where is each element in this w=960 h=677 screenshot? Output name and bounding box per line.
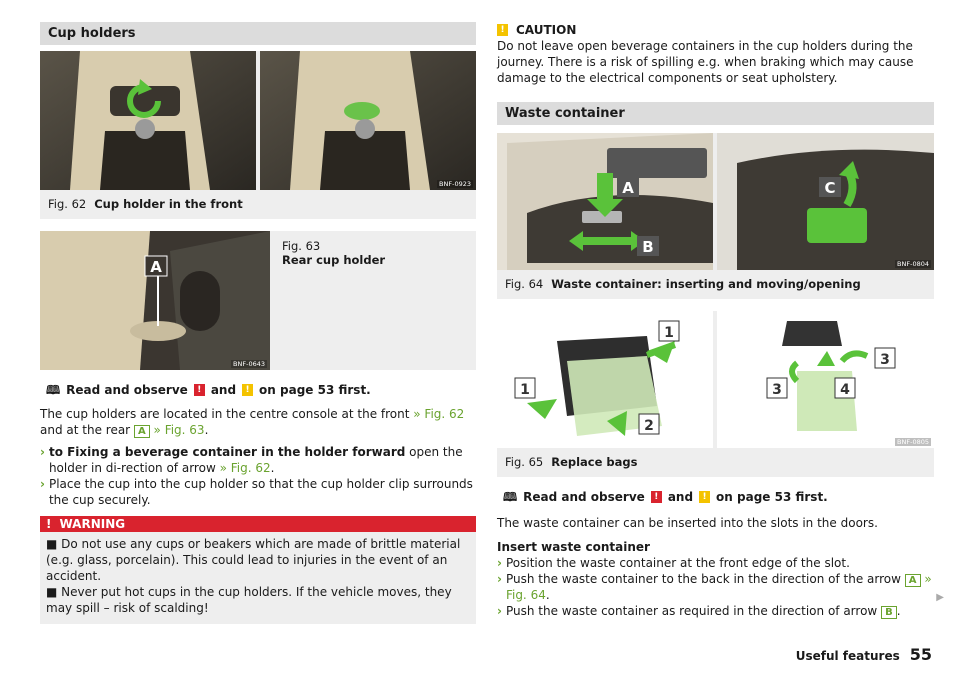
- step-push-back: [497, 571, 934, 603]
- key-b: B: [881, 606, 897, 619]
- chevron-right-icon: ›: [497, 556, 502, 570]
- fig65-marker-1a: 1: [664, 325, 674, 341]
- section-title-waste: Waste container: [497, 102, 934, 125]
- fig65-marker-3b: 3: [772, 382, 782, 398]
- step-fixing: [40, 444, 476, 476]
- warning-box: [40, 516, 476, 624]
- warning-item: ■ Do not use any cups or beakers which are made of brittle material (e.g. glass, porcelain). This could lead to injuries in the event of an accident.: [46, 537, 461, 583]
- chevron-right-icon: ›: [497, 572, 502, 586]
- body1-t2: and at the rear: [40, 423, 131, 437]
- fig64-label: Fig. 64: [505, 277, 544, 291]
- link-fig62-step[interactable]: » Fig. 62: [219, 461, 271, 475]
- link-fig63[interactable]: » Fig. 63: [153, 423, 205, 437]
- read-prefix: Read and observe: [523, 490, 645, 504]
- fig62-caption: [40, 190, 476, 219]
- fig63-image: [40, 231, 270, 370]
- chevron-right-icon: ›: [40, 477, 45, 491]
- fig65-title: Replace bags: [551, 455, 638, 469]
- fig65-marker-3a: 3: [880, 352, 890, 368]
- caution-icon: !: [497, 24, 508, 36]
- read-observe-right: [503, 489, 934, 505]
- fig63-illustration: [40, 231, 270, 370]
- fig65-illustration: [497, 311, 934, 448]
- fig65-marker-2: 2: [644, 418, 654, 434]
- step3-end: .: [896, 604, 901, 618]
- fig65-label: Fig. 65: [505, 455, 544, 469]
- warning-icon: !: [46, 517, 52, 531]
- warning-body: [40, 532, 476, 624]
- continue-arrow-icon: ▶: [936, 592, 944, 603]
- fig64-image: [497, 133, 934, 270]
- step-fixing-text: [49, 444, 476, 476]
- warning-item: ■ Never put hot cups in the cup holders. If the vehicle moves, they may spill – risk of scalding!: [46, 585, 452, 615]
- fig64-marker-b: B: [642, 238, 654, 256]
- step3-text: Push the waste container as required in the direction of arrow: [505, 604, 878, 618]
- fig64-caption: [497, 270, 934, 299]
- warning-header: [40, 516, 476, 532]
- key-a: A: [134, 425, 150, 438]
- right-column: [497, 22, 934, 619]
- figure-64: [497, 133, 934, 299]
- insert-title: Insert waste container: [497, 540, 650, 554]
- step1-rest: open the holder in di-rection of arrow: [48, 445, 463, 475]
- fig64-marker-a: A: [622, 179, 634, 197]
- fig63-code: BNF-0643: [233, 360, 265, 368]
- key-a: A: [905, 574, 921, 587]
- fig65-caption: [497, 448, 934, 477]
- step-place-cup: [40, 476, 476, 508]
- figure-62: [40, 51, 476, 219]
- read-and: and: [210, 383, 237, 397]
- step-push-required: [497, 603, 934, 619]
- step2-text: Place the cup into the cup holder so that the cup holder clip surrounds the cup securely.: [48, 477, 473, 507]
- fig62-image: [40, 51, 476, 190]
- read-suffix: on page 53 first.: [716, 490, 828, 504]
- fig63-marker-a: A: [150, 258, 162, 276]
- figure-63: [40, 231, 476, 370]
- read-prefix: Read and observe: [66, 383, 188, 397]
- caution-header: [497, 22, 934, 38]
- fig62-label: Fig. 62: [48, 197, 87, 211]
- fig65-marker-1b: 1: [520, 382, 530, 398]
- read-observe-left: [46, 382, 476, 398]
- fig65-image: [497, 311, 934, 448]
- link-fig62[interactable]: » Fig. 62: [413, 407, 465, 421]
- chevron-right-icon: ›: [40, 445, 45, 459]
- book-icon: 🕮: [46, 383, 61, 397]
- page-number: 55: [909, 645, 932, 664]
- fig63-caption: [282, 239, 385, 267]
- body-cup-holders: [40, 406, 476, 438]
- body1-t3: .: [204, 423, 209, 437]
- step1-bold: to Fixing a beverage container in the holder forward: [48, 445, 406, 459]
- book-icon: 🕮: [503, 490, 518, 504]
- warning-title: WARNING: [59, 517, 126, 531]
- caution-title: CAUTION: [516, 23, 577, 37]
- caution-icon: !: [699, 491, 710, 503]
- body-waste: The waste container can be inserted into the slots in the doors.: [497, 516, 878, 530]
- read-and: and: [667, 490, 694, 504]
- fig64-code: BNF-0804: [897, 260, 929, 268]
- warning-item-1: Never put hot cups in the cup holders. If the vehicle moves, they may spill – risk of scalding!: [46, 585, 452, 615]
- warning-icon: !: [651, 491, 662, 503]
- chevron-right-icon: ›: [497, 604, 502, 618]
- step2-text: Push the waste container to the back in the direction of the arrow: [505, 572, 901, 586]
- warning-icon: !: [194, 384, 205, 396]
- fig62-illustration: [40, 51, 476, 190]
- fig64-marker-c: C: [824, 179, 836, 197]
- step1-end: .: [270, 461, 275, 475]
- fig62-code: BNF-0923: [439, 180, 471, 188]
- fig63-title: Rear cup holder: [282, 253, 386, 267]
- fig65-marker-4: 4: [840, 382, 850, 398]
- fig64-title: Waste container: inserting and moving/opening: [551, 277, 861, 291]
- footer-section: Useful features: [795, 649, 900, 663]
- section-title-cup-holders: Cup holders: [40, 22, 476, 45]
- step-push-required-text: [506, 603, 901, 619]
- step-position-text: Position the waste container at the front edge of the slot.: [505, 556, 850, 570]
- step-position: [497, 555, 934, 571]
- link-fig64[interactable]: » Fig. 64: [505, 572, 932, 602]
- step-push-back-text: [506, 571, 934, 603]
- body1-t1: The cup holders are located in the centre console at the front: [40, 407, 410, 421]
- caution-icon: !: [242, 384, 253, 396]
- read-suffix: on page 53 first.: [259, 383, 371, 397]
- fig64-illustration: [497, 133, 934, 270]
- fig63-label: Fig. 63: [282, 239, 321, 253]
- fig65-code: BNF-0805: [897, 438, 929, 446]
- warning-item-0: Do not use any cups or beakers which are made of brittle material (e.g. glass, porcelain). This could lead to injuries in the event of an accident.: [46, 537, 461, 583]
- figure-65: [497, 311, 934, 477]
- fig62-title: Cup holder in the front: [94, 197, 243, 211]
- left-column: [40, 22, 476, 624]
- step2-end: .: [545, 588, 550, 602]
- caution-text: Do not leave open beverage containers in the cup holders during the journey. There is a risk of spilling e.g. when braking which may cause damage to the electrical components or seat upholstery.: [497, 39, 914, 85]
- page-footer: [796, 645, 932, 664]
